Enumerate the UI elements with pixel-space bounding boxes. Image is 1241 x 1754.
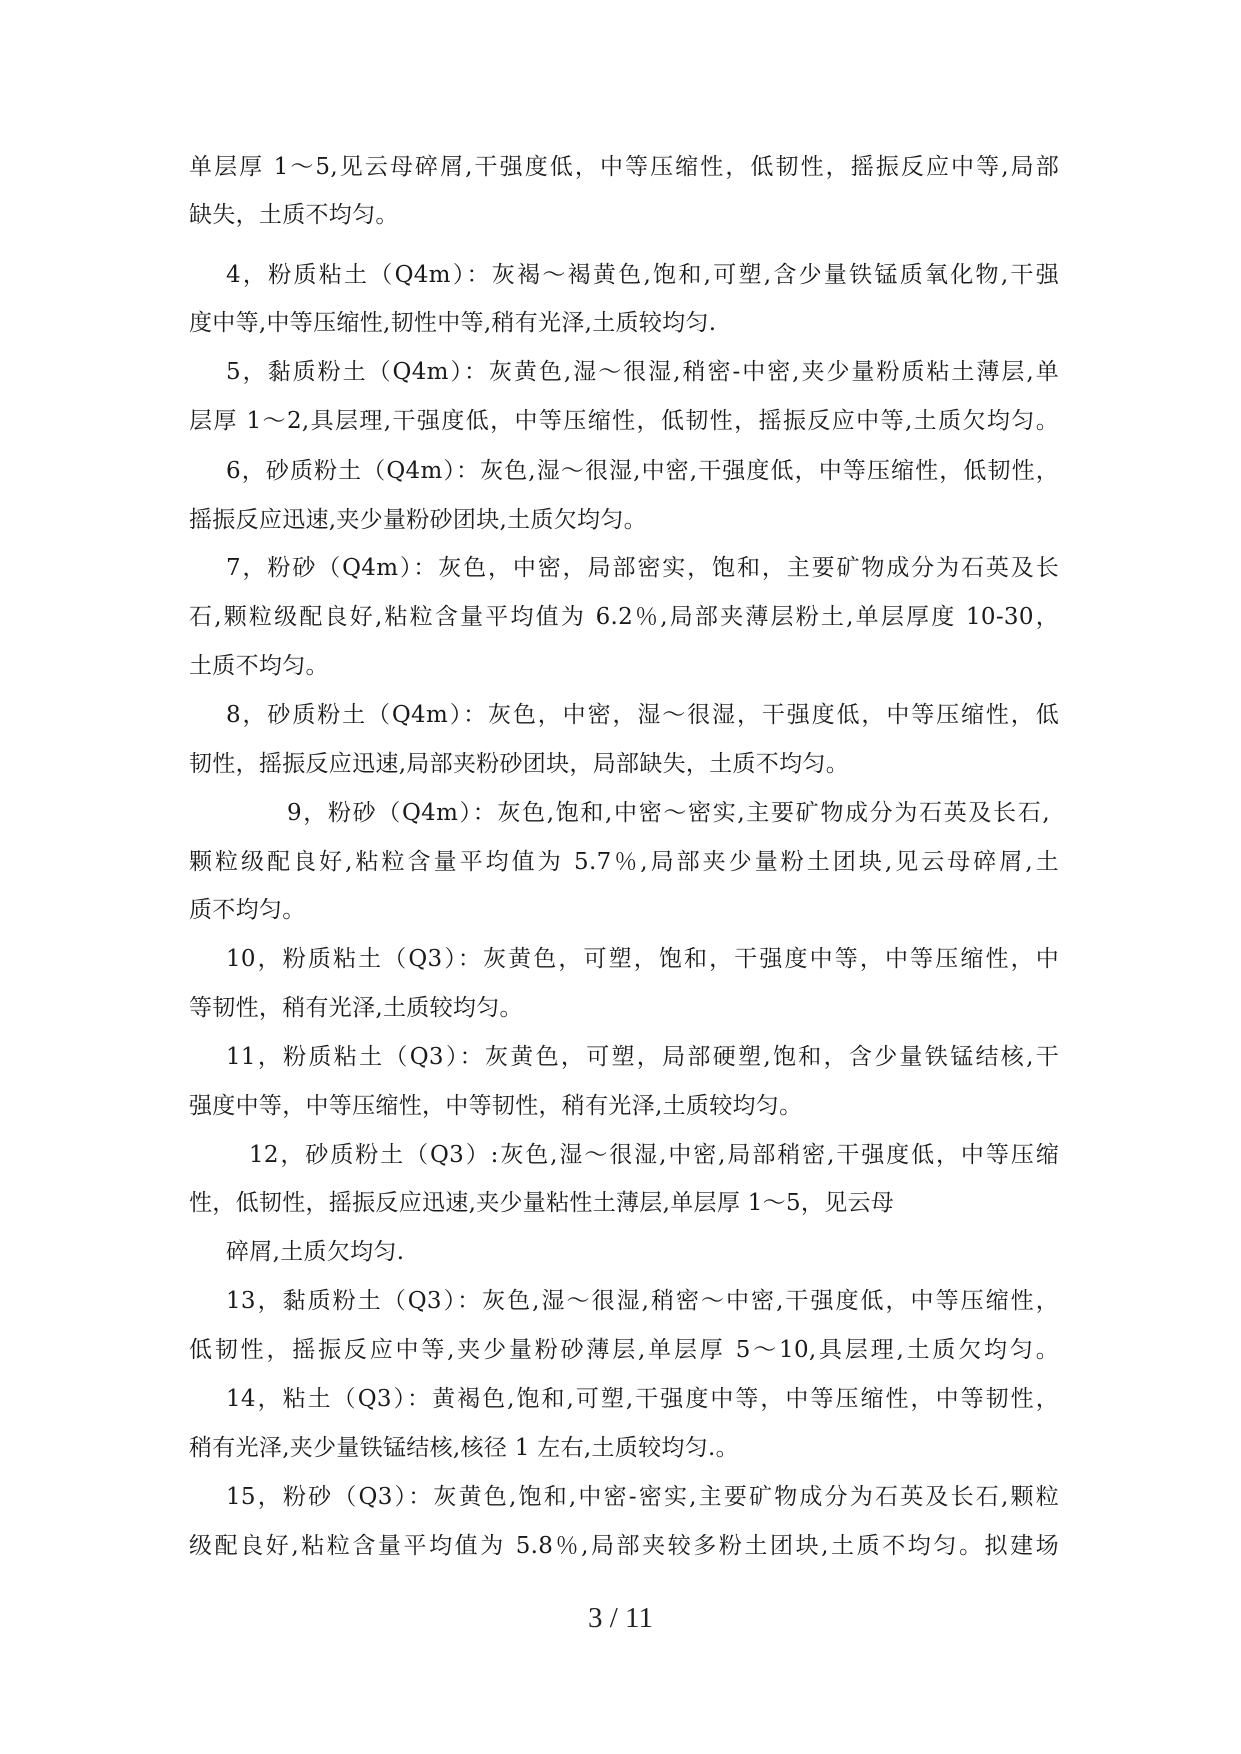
text-line: 韧性，摇振反应迅速,局部夹粉砂团块，局部缺失，土质不均匀。	[189, 751, 850, 777]
text-line: 摇振反应迅速,夹少量粉砂团块,土质欠均匀。	[189, 507, 647, 533]
text-line: 低韧性，摇振反应中等,夹少量粉砂薄层,单层厚 5～10,具层理,土质欠均匀。	[189, 1337, 1059, 1363]
text-line: 单层厚 1～5,见云母碎屑,干强度低，中等压缩性，低韧性，摇振反应中等,局部	[189, 154, 1059, 180]
text-line: 9，粉砂（Q4m）：灰色,饱和,中密～密实,主要矿物成分为石英及长石,	[287, 800, 1050, 826]
text-line: 碎屑,土质欠均匀.	[226, 1239, 405, 1265]
text-line: 8，砂质粉土（Q4m）：灰色，中密，湿～很湿，干强度低，中等压缩性，低	[226, 702, 1059, 728]
text-line: 12，砂质粉土（Q3）:灰色,湿～很湿,中密,局部稍密,干强度低，中等压缩	[249, 1142, 1059, 1168]
text-line: 5，黏质粉土（Q4m）：灰黄色,湿～很湿,稍密-中密,夹少量粉质粘土薄层,单	[226, 359, 1059, 385]
text-line: 15，粉砂（Q3）：灰黄色,饱和,中密-密实,主要矿物成分为石英及长石,颗粒	[226, 1484, 1059, 1510]
text-line: 级配良好,粘粒含量平均值为 5.8％,局部夹较多粉土团块,土质不均匀。拟建场	[189, 1533, 1059, 1559]
text-line: 强度中等，中等压缩性，中等韧性，稍有光泽,土质较均匀。	[189, 1093, 803, 1119]
text-line: 质不均匀。	[189, 897, 306, 923]
text-line: 石,颗粒级配良好,粘粒含量平均值为 6.2％,局部夹薄层粉土,单层厚度 10-30，	[189, 604, 1059, 630]
text-line: 稍有光泽,夹少量铁锰结核,核径 1 左右,土质较均匀.。	[189, 1435, 739, 1461]
text-line: 等韧性，稍有光泽,土质较均匀。	[189, 995, 523, 1021]
text-line: 11，粉质粘土（Q3）：灰黄色，可塑，局部硬塑,饱和，含少量铁锰结核,干	[226, 1044, 1059, 1070]
text-line: 颗粒级配良好,粘粒含量平均值为 5.7％,局部夹少量粉土团块,见云母碎屑,土	[189, 849, 1059, 875]
text-line: 土质不均匀。	[189, 653, 329, 679]
text-line: 度中等,中等压缩性,韧性中等,稍有光泽,土质较均匀.	[189, 310, 717, 336]
text-line: 6，砂质粉土（Q4m）：灰色,湿～很湿,中密,干强度低，中等压缩性，低韧性，	[226, 458, 1059, 484]
text-line: 层厚 1～2,具层理,干强度低，中等压缩性，低韧性，摇振反应中等,土质欠均匀。	[189, 408, 1059, 434]
text-line: 缺失，土质不均匀。	[189, 202, 399, 228]
text-line: 14，粘土（Q3）：黄褐色,饱和,可塑,干强度中等，中等压缩性，中等韧性，	[226, 1386, 1059, 1412]
text-line: 7，粉砂（Q4m）：灰色，中密，局部密实，饱和，主要矿物成分为石英及长	[226, 555, 1059, 581]
text-line: 性，低韧性，摇振反应迅速,夹少量粘性土薄层,单层厚 1～5，见云母	[189, 1190, 895, 1216]
page-number: 3 / 11	[588, 1602, 653, 1634]
text-line: 13，黏质粉土（Q3）：灰色,湿～很湿,稍密～中密,干强度低，中等压缩性，	[226, 1288, 1059, 1314]
text-line: 4，粉质粘土（Q4m）：灰褐～褐黄色,饱和,可塑,含少量铁锰质氧化物,干强	[226, 262, 1059, 288]
text-line: 10，粉质粘土（Q3）：灰黄色，可塑，饱和，干强度中等，中等压缩性，中	[226, 946, 1059, 972]
